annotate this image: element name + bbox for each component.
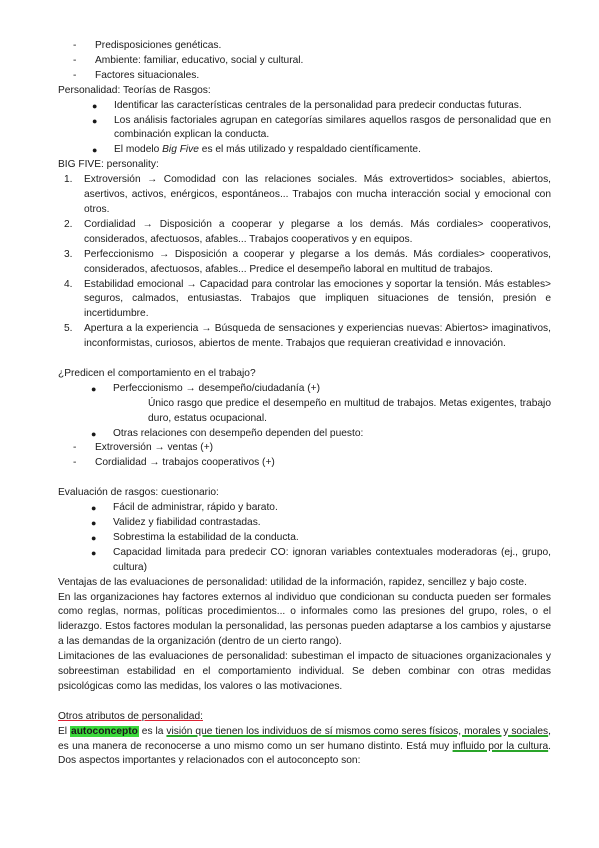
predict-heading: ¿Predicen el comportamiento en el trabajo?	[58, 367, 256, 379]
list-item: - Factores situacionales.	[73, 69, 200, 81]
paragraph-limitaciones: Limitaciones de las evaluaciones de personalidad: subestiman el impacto de situaciones organizacionales y sobreestiman estabilidad en el comportamiento individual. Se deben combinar con otras medidas psicológicas como las medidas, los valores o las motivaciones.	[58, 651, 551, 692]
numbered-item: 4. Estabilidad emocional → Capacidad para controlar las emociones y soportar la tensión. Más estables> seguros, calmados, entusiastas. Trabajos que impliquen situaciones de tensión, presión e incertidumbre.	[64, 278, 551, 320]
numbered-item: 1. Extroversión → Comodidad con las relaciones sociales. Más extrovertidos> sociables, abiertos, asertivos, activos, enérgicos, espontáneos... Trabajos con mucha interacción social y emocional con otros.	[64, 174, 551, 215]
list-item: - Extroversión → ventas (+)	[73, 442, 214, 454]
list-item: ● Identificar las características centrales de la personalidad para predecir conductas futuras.	[92, 99, 522, 111]
list-item: ● Capacidad limitada para predecir CO: ignoran variables contextuales moderadoras (ej., grupo, cultura)	[91, 546, 551, 573]
list-item: ● Validez y fiabilidad contrastadas.	[91, 516, 261, 528]
list-item: - Predisposiciones genéticas.	[73, 40, 222, 51]
list-item-continuation: Único rasgo que predice el desempeño en multitud de trabajos. Metas exigentes, trabajo duro, estatus ocupacional.	[148, 397, 551, 424]
underlined-phrase: influido por la cultura	[452, 740, 549, 752]
paragraph-organizaciones: En las organizaciones hay factores externos al individuo que condicionan su conducta pueden ser formales como reglas, normas, políticas procedimientos... o informales como las presiones del grupo, roles, o el liderazgo. Estos factores modulan la personalidad, las personas pueden adaptarse a los cambios y ajustarse a las demandas de la organización (dentro de un cierto rango).	[58, 591, 551, 648]
list-item: - Ambiente: familiar, educativo, social y cultural.	[73, 54, 304, 66]
list-item: ● Los análisis factoriales agrupan en categorías similares aquellos rasgos de personalidad que en combinación explican la conducta.	[92, 114, 551, 141]
list-item: ● Otras relaciones con desempeño dependen del puesto:	[91, 427, 364, 439]
eval-heading: Evaluación de rasgos: cuestionario:	[58, 487, 219, 499]
list-item: ● Fácil de administrar, rápido y barato.	[91, 502, 278, 514]
underlined-phrase: visión que tienen los individuos de sí mismos como seres físicos, morales y sociales	[166, 725, 549, 737]
otros-heading: Otros atributos de personalidad:	[58, 710, 203, 722]
list-item: ● Sobrestima la estabilidad de la conducta.	[91, 531, 299, 543]
paragraph-autoconcepto: El autoconcepto es la visión que tienen los individuos de sí mismos como seres físicos, morales y sociales, es una manera de reconocerse a uno mismo como un ser humano distinto. Está muy influido por la cultura. Dos aspectos importantes y relacionados con el autoconcepto son:	[58, 725, 551, 767]
numbered-item: 5. Apertura a la experiencia → Búsqueda de sensaciones y experiencias nuevas: Abiertos> imaginativos, inconformistas, curiosos, abiertos de mente. Trabajos que requieran creatividad e innovación.	[64, 323, 551, 350]
numbered-item: 3. Perfeccionismo → Disposición a cooperar y plegarse a los demás. Más cordiales> cooperativos, considerados, afectuosos, afables... Predice el desempeño laboral en multitud de trabajos.	[64, 248, 551, 275]
numbered-item: 2. Cordialidad → Disposición a cooperar y plegarse a los demás. Más cordiales> cooperativos, considerados, afectuosos, afables... Trabajos cooperativos y en equipos.	[64, 218, 551, 245]
list-item: ● Perfeccionismo → desempeño/ciudadanía (+)	[91, 382, 320, 394]
list-item: - Cordialidad → trabajos cooperativos (+)	[73, 457, 275, 469]
bigfive-heading: BIG FIVE: personality:	[58, 159, 159, 171]
list-item: ● El modelo Big Five es el más utilizado y respaldado científicamente.	[92, 144, 421, 156]
highlighted-term: autoconcepto	[71, 725, 138, 737]
paragraph-ventajas: Ventajas de las evaluaciones de personalidad: utilidad de la información, rapidez, sencillez y bajo coste.	[58, 576, 527, 588]
traits-heading: Personalidad: Teorías de Rasgos:	[58, 84, 211, 96]
